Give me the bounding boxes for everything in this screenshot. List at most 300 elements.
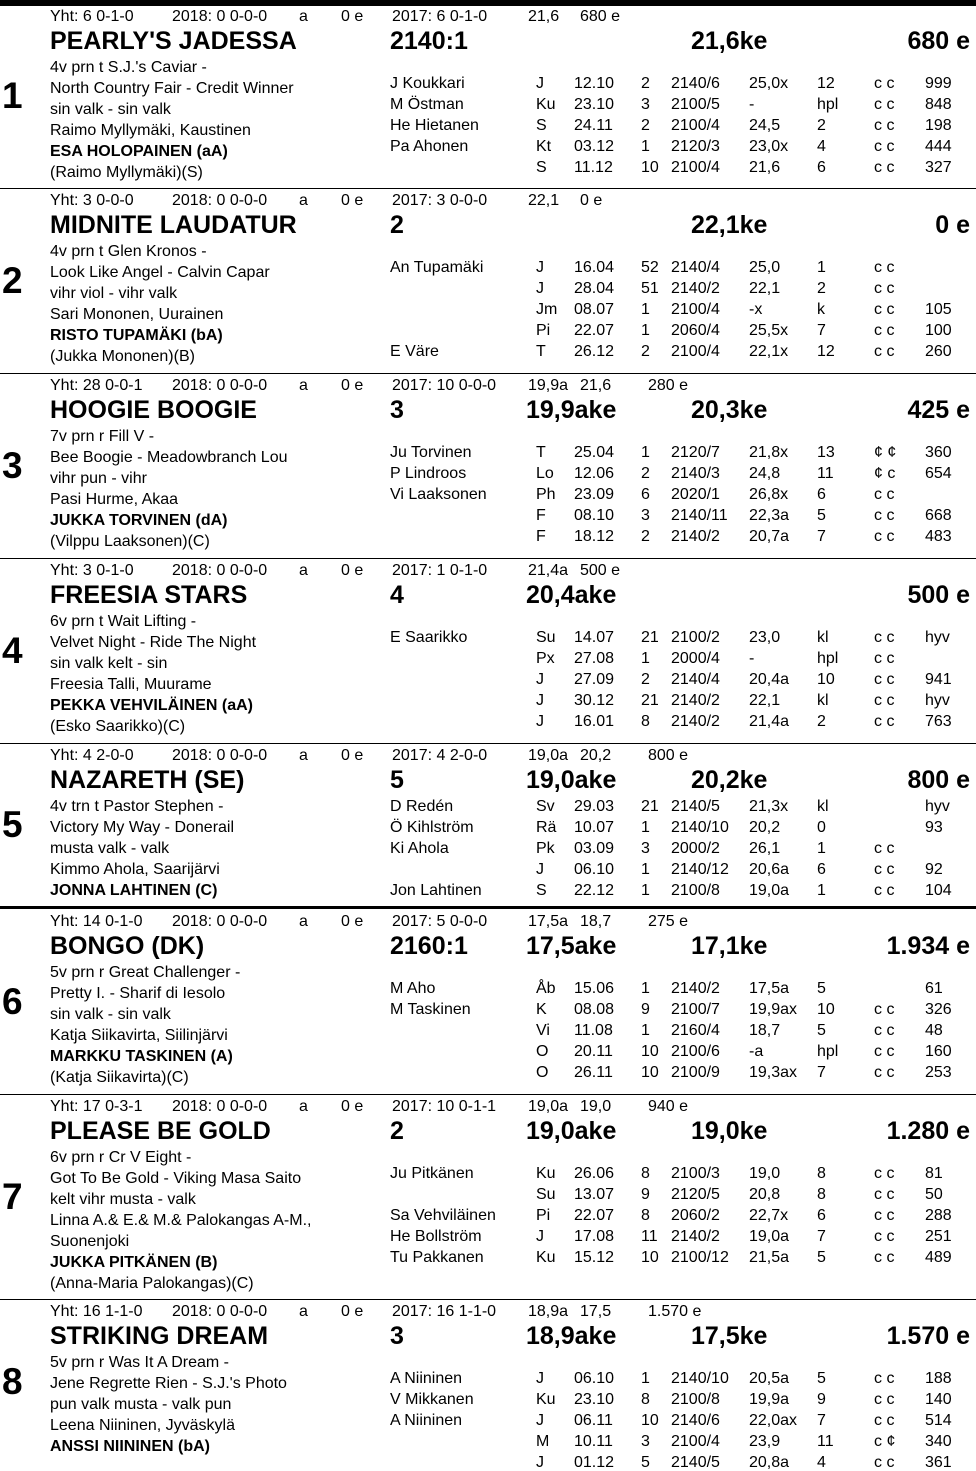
run-result: 10 <box>817 1001 835 1018</box>
run-driver: E Saarikko <box>390 629 468 646</box>
run-time: 22,1 <box>749 280 781 297</box>
run-prize: 253 <box>925 1064 952 1081</box>
run-driver: M Taskinen <box>390 1001 471 1018</box>
run-time: 24,5 <box>749 117 781 134</box>
horse-name: FREESIA STARS <box>50 581 248 609</box>
run-prize: 326 <box>925 1001 952 1018</box>
career-stats: Yht: 3 0-1-0 <box>50 562 134 579</box>
run-distance: 2100/5 <box>671 96 720 113</box>
run-driver: Tu Pakkanen <box>390 1249 484 1266</box>
driver-name: ANSSI NIININEN (bA) <box>50 1438 210 1455</box>
run-distance: 2140/2 <box>671 692 720 709</box>
horse-info-line: 6v prn r Cr V Eight - <box>50 1149 192 1166</box>
run-result: 7 <box>817 1228 826 1245</box>
record-2017-b: 500 e <box>580 562 621 579</box>
run-shoes: c c <box>874 75 895 92</box>
stats-2017: 2017: 1 0-1-0 <box>392 562 488 579</box>
stats-2018: 2018: 0 0-0-0 <box>172 377 268 394</box>
run-date: 18.12 <box>574 528 615 545</box>
run-placing: 21 <box>641 629 659 646</box>
stats-2018: 2018: 0 0-0-0 <box>172 747 268 764</box>
run-distance: 2100/7 <box>671 1001 720 1018</box>
run-track: Ku <box>536 1391 556 1408</box>
run-result: 5 <box>817 980 826 997</box>
run-time: 21,5a <box>749 1249 790 1266</box>
run-shoes: c c <box>874 301 895 318</box>
record-2017-b: 17,5 <box>580 1303 612 1320</box>
run-result: 6 <box>817 486 826 503</box>
program-number: 1 <box>2 75 23 116</box>
run-time: - <box>749 650 755 667</box>
run-placing: 21 <box>641 798 659 815</box>
run-distance: 2140/11 <box>671 507 728 524</box>
run-distance: 2140/4 <box>671 671 720 688</box>
run-track: J <box>536 692 544 709</box>
run-distance: 2120/5 <box>671 1186 720 1203</box>
run-distance: 2140/10 <box>671 819 729 836</box>
horse-name: MIDNITE LAUDATUR <box>50 211 297 239</box>
record-2017-b: 20,2 <box>580 747 612 764</box>
run-date: 14.07 <box>574 629 615 646</box>
handicap-or-start-number: 2140:1 <box>390 27 468 55</box>
run-placing: 1 <box>641 301 650 318</box>
volt-start-record: 19,0ke <box>691 1117 768 1145</box>
run-time: 22,1 <box>749 692 781 709</box>
record-2017-a: 19,0a <box>528 1098 569 1115</box>
run-time: 20,7a <box>749 528 790 545</box>
horse-info-line: 4v trn t Pastor Stephen - <box>50 798 224 815</box>
run-result: 7 <box>817 1064 826 1081</box>
run-date: 24.11 <box>574 117 613 134</box>
run-distance: 2100/4 <box>671 301 720 318</box>
run-time: 25,0x <box>749 75 789 92</box>
run-prize: 105 <box>925 301 952 318</box>
driver-name: JUKKA PITKÄNEN (B) <box>50 1254 218 1271</box>
run-shoes: c c <box>874 1001 895 1018</box>
run-driver: Pa Ahonen <box>390 138 469 155</box>
run-driver: He Bollström <box>390 1228 482 1245</box>
run-prize: 361 <box>925 1454 952 1471</box>
run-date: 30.12 <box>574 692 615 709</box>
run-result: 13 <box>817 444 835 461</box>
run-shoes: c c <box>874 650 895 667</box>
driver-name: JONNA LAHTINEN (C) <box>50 882 218 899</box>
run-result: hpl <box>817 650 839 667</box>
handicap-or-start-number: 3 <box>390 396 404 424</box>
run-placing: 1 <box>641 1370 650 1387</box>
run-driver: Ju Pitkänen <box>390 1165 474 1182</box>
entry-divider <box>0 1299 976 1300</box>
program-number: 7 <box>2 1175 23 1217</box>
total-earnings: 500 e <box>907 581 970 609</box>
run-driver: Ki Ahola <box>390 840 449 857</box>
run-date: 26.06 <box>574 1165 615 1182</box>
auto-start-record: 19,0ake <box>526 766 617 794</box>
run-time: 21,8x <box>749 444 789 461</box>
stats-2017: 2017: 3 0-0-0 <box>392 192 488 209</box>
run-date: 12.06 <box>574 465 615 482</box>
horse-info-line: Raimo Myllymäki, Kaustinen <box>50 122 251 139</box>
run-distance: 2120/3 <box>671 138 720 155</box>
run-result: 12 <box>817 343 835 360</box>
run-result: 1 <box>817 840 826 857</box>
volt-start-record: 20,3ke <box>691 396 768 424</box>
stats-2018: 2018: 0 0-0-0 <box>172 1303 268 1320</box>
run-time: 22,3a <box>749 507 790 524</box>
run-shoes: c c <box>874 96 895 113</box>
career-stats: Yht: 16 1-1-0 <box>50 1303 143 1320</box>
total-earnings: 800 e <box>907 766 970 794</box>
run-distance: 2140/6 <box>671 1412 720 1429</box>
run-track: J <box>536 861 544 878</box>
run-date: 26.12 <box>574 343 615 360</box>
run-placing: 3 <box>641 840 650 857</box>
run-date: 12.10 <box>574 75 615 92</box>
run-prize: 763 <box>925 713 952 730</box>
run-shoes: c c <box>874 692 895 709</box>
run-prize: hyv <box>925 692 950 709</box>
run-distance: 2120/7 <box>671 444 720 461</box>
auto-start-record: 17,5ake <box>526 932 617 960</box>
auto-start-record: 19,0ake <box>526 1117 617 1145</box>
horse-info-line: 7v prn r Fill V - <box>50 428 155 445</box>
career-stats: Yht: 28 0-0-1 <box>50 377 143 394</box>
horse-info-line: (Vilppu Laaksonen)(C) <box>50 533 210 550</box>
run-placing: 10 <box>641 1412 659 1429</box>
run-result: 6 <box>817 861 826 878</box>
stats-2017: 2017: 5 0-0-0 <box>392 913 488 930</box>
run-time: 23,0x <box>749 138 789 155</box>
run-date: 25.04 <box>574 444 615 461</box>
run-shoes: c c <box>874 343 895 360</box>
horse-name: NAZARETH (SE) <box>50 766 245 794</box>
run-distance: 2140/10 <box>671 1370 729 1387</box>
run-track: Pi <box>536 322 551 339</box>
run-date: 15.12 <box>574 1249 615 1266</box>
run-date: 23.09 <box>574 486 615 503</box>
run-track: T <box>536 444 546 461</box>
run-placing: 10 <box>641 1249 659 1266</box>
run-shoes: c c <box>874 882 895 899</box>
run-placing: 51 <box>641 280 659 297</box>
run-track: J <box>536 1228 544 1245</box>
run-driver: E Väre <box>390 343 439 360</box>
horse-info-line: Pretty I. - Sharif di Iesolo <box>50 985 226 1002</box>
run-track: J <box>536 1412 544 1429</box>
run-distance: 2100/8 <box>671 882 720 899</box>
run-shoes: c c <box>874 1043 895 1060</box>
run-date: 29.03 <box>574 798 615 815</box>
run-placing: 10 <box>641 1064 659 1081</box>
run-track: F <box>536 507 546 524</box>
run-shoes: c c <box>874 280 895 297</box>
record-2017-a: 19,0a <box>528 747 569 764</box>
run-result: 5 <box>817 1370 826 1387</box>
horse-info-line: 6v prn t Wait Lifting - <box>50 613 197 630</box>
total-earnings: 1.280 e <box>886 1117 970 1145</box>
run-driver: Jon Lahtinen <box>390 882 482 899</box>
auto-start-record: 19,9ake <box>526 396 617 424</box>
run-distance: 2100/4 <box>671 1433 720 1450</box>
run-result: 2 <box>817 713 826 730</box>
handicap-or-start-number: 5 <box>390 766 404 794</box>
run-driver: V Mikkanen <box>390 1391 474 1408</box>
run-track: Åb <box>536 980 556 997</box>
stats-2017: 2017: 4 2-0-0 <box>392 747 488 764</box>
run-time: 22,1x <box>749 343 789 360</box>
stats-2018-auto: a <box>299 192 308 209</box>
run-date: 08.10 <box>574 507 615 524</box>
run-shoes: c c <box>874 671 895 688</box>
run-prize: 340 <box>925 1433 952 1450</box>
run-result: kl <box>817 798 829 815</box>
run-shoes: c c <box>874 840 895 857</box>
run-placing: 1 <box>641 882 650 899</box>
run-shoes: c c <box>874 322 895 339</box>
total-earnings: 425 e <box>907 396 970 424</box>
program-number: 5 <box>2 803 23 845</box>
record-2017-a: 18,9a <box>528 1303 569 1320</box>
run-shoes: c c <box>874 138 895 155</box>
run-shoes: c c <box>874 1370 895 1387</box>
stats-2018-auto: a <box>299 1303 308 1320</box>
run-distance: 2000/2 <box>671 840 720 857</box>
handicap-or-start-number: 2160:1 <box>390 932 468 960</box>
run-placing: 8 <box>641 1391 650 1408</box>
run-result: 7 <box>817 528 826 545</box>
run-track: K <box>536 1001 547 1018</box>
horse-info-line: Suonenjoki <box>50 1233 130 1250</box>
run-placing: 11 <box>641 1228 658 1245</box>
run-track: J <box>536 1454 544 1471</box>
run-time: 19,0a <box>749 1228 790 1245</box>
stats-2018: 2018: 0 0-0-0 <box>172 192 268 209</box>
run-time: 17,5a <box>749 980 790 997</box>
run-placing: 9 <box>641 1001 650 1018</box>
run-result: 9 <box>817 1391 826 1408</box>
run-prize: 188 <box>925 1370 952 1387</box>
driver-name: ESA HOLOPAINEN (aA) <box>50 143 228 160</box>
run-shoes: c c <box>874 1022 895 1039</box>
run-distance: 2140/5 <box>671 1454 720 1471</box>
program-number: 3 <box>2 444 23 486</box>
stats-2018-auto: a <box>299 377 308 394</box>
run-time: 22,7x <box>749 1207 789 1224</box>
record-2017-c: 280 e <box>648 377 689 394</box>
run-placing: 9 <box>641 1186 650 1203</box>
run-placing: 2 <box>641 343 650 360</box>
stats-2018: 2018: 0 0-0-0 <box>172 1098 268 1115</box>
stats-2018: 2018: 0 0-0-0 <box>172 913 268 930</box>
horse-info-line: 4v prn t Glen Kronos - <box>50 243 207 260</box>
run-result: 2 <box>817 117 826 134</box>
run-result: hpl <box>817 1043 839 1060</box>
run-prize: 251 <box>925 1228 952 1245</box>
run-shoes: c c <box>874 713 895 730</box>
run-distance: 2140/2 <box>671 280 720 297</box>
earnings-2018: 0 e <box>341 913 364 930</box>
run-prize: 483 <box>925 528 952 545</box>
run-distance: 2140/12 <box>671 861 729 878</box>
run-distance: 2100/4 <box>671 159 720 176</box>
run-placing: 52 <box>641 259 659 276</box>
run-prize: 92 <box>925 861 943 878</box>
horse-info-line: (Esko Saarikko)(C) <box>50 718 186 735</box>
run-prize: 999 <box>925 75 952 92</box>
horse-info-line: Pasi Hurme, Akaa <box>50 491 179 508</box>
earnings-2018: 0 e <box>341 1098 364 1115</box>
run-placing: 2 <box>641 117 650 134</box>
horse-info-line: Velvet Night - Ride The Night <box>50 634 257 651</box>
run-time: 19,3ax <box>749 1064 798 1081</box>
run-distance: 2100/4 <box>671 343 720 360</box>
run-shoes: c c <box>874 259 895 276</box>
run-placing: 1 <box>641 1022 650 1039</box>
total-earnings: 1.934 e <box>886 932 970 960</box>
run-track: S <box>536 882 547 899</box>
run-prize: hyv <box>925 629 950 646</box>
stats-2017: 2017: 16 1-1-0 <box>392 1303 497 1320</box>
program-number: 2 <box>2 259 23 301</box>
horse-info-line: Freesia Talli, Muurame <box>50 676 212 693</box>
run-driver: J Koukkari <box>390 75 465 92</box>
run-date: 03.09 <box>574 840 615 857</box>
entry-divider <box>0 743 976 744</box>
program-number: 4 <box>2 629 23 671</box>
run-driver: Ju Torvinen <box>390 444 472 461</box>
run-result: 5 <box>817 1022 826 1039</box>
horse-info-line: (Anna-Maria Palokangas)(C) <box>50 1275 254 1292</box>
run-shoes: c c <box>874 629 895 646</box>
horse-info-line: Got To Be Gold - Viking Masa Saito <box>50 1170 302 1187</box>
entry-divider <box>0 906 976 909</box>
run-shoes: c c <box>874 1391 895 1408</box>
run-time: 18,7 <box>749 1022 781 1039</box>
horse-info-line: 4v prn t S.J.'s Caviar - <box>50 59 207 76</box>
run-placing: 2 <box>641 528 650 545</box>
record-2017-c: 1.570 e <box>648 1303 702 1320</box>
earnings-2018: 0 e <box>341 747 364 764</box>
run-placing: 8 <box>641 1165 650 1182</box>
run-time: 20,8a <box>749 1454 790 1471</box>
run-placing: 1 <box>641 138 650 155</box>
run-distance: 2100/8 <box>671 1391 720 1408</box>
run-distance: 2140/2 <box>671 528 720 545</box>
run-result: 1 <box>817 259 826 276</box>
stats-2018-auto: a <box>299 1098 308 1115</box>
run-shoes: c c <box>874 528 895 545</box>
career-stats: Yht: 17 0-3-1 <box>50 1098 143 1115</box>
run-time: - <box>749 96 755 113</box>
run-driver: He Hietanen <box>390 117 479 134</box>
run-track: Ku <box>536 1249 556 1266</box>
run-date: 27.09 <box>574 671 615 688</box>
run-track: Vi <box>536 1022 550 1039</box>
run-result: 0 <box>817 819 826 836</box>
run-time: 23,9 <box>749 1433 781 1450</box>
run-driver: A Niininen <box>390 1412 463 1429</box>
earnings-2018: 0 e <box>341 1303 364 1320</box>
stats-2018-auto: a <box>299 8 308 25</box>
run-distance: 2140/3 <box>671 465 720 482</box>
run-track: Ph <box>536 486 556 503</box>
run-date: 23.10 <box>574 1391 615 1408</box>
run-date: 06.10 <box>574 1370 615 1387</box>
run-prize: 104 <box>925 882 952 899</box>
run-prize: 514 <box>925 1412 952 1429</box>
run-prize: 848 <box>925 96 952 113</box>
stats-2017: 2017: 10 0-0-0 <box>392 377 497 394</box>
run-track: Pi <box>536 1207 551 1224</box>
horse-info-line: Leena Niininen, Jyväskylä <box>50 1417 235 1434</box>
run-distance: 2160/4 <box>671 1022 720 1039</box>
run-distance: 2100/4 <box>671 117 720 134</box>
horse-info-line: (Jukka Mononen)(B) <box>50 348 195 365</box>
run-result: 6 <box>817 159 826 176</box>
career-stats: Yht: 14 0-1-0 <box>50 913 143 930</box>
run-distance: 2060/2 <box>671 1207 720 1224</box>
entry-divider <box>0 1094 976 1095</box>
run-time: 23,0 <box>749 629 781 646</box>
horse-info-line: Sari Mononen, Uurainen <box>50 306 224 323</box>
run-date: 03.12 <box>574 138 615 155</box>
run-result: 4 <box>817 138 826 155</box>
record-2017-c: 940 e <box>648 1098 689 1115</box>
run-date: 22.12 <box>574 882 615 899</box>
handicap-or-start-number: 3 <box>390 1322 404 1350</box>
run-result: kl <box>817 629 829 646</box>
horse-info-line: Bee Boogie - Meadowbranch Lou <box>50 449 288 466</box>
run-result: 7 <box>817 322 826 339</box>
run-shoes: c c <box>874 1186 895 1203</box>
horse-name: STRIKING DREAM <box>50 1322 269 1350</box>
run-placing: 8 <box>641 1207 650 1224</box>
run-track: T <box>536 343 546 360</box>
run-track: J <box>536 671 544 688</box>
run-time: 26,1 <box>749 840 781 857</box>
run-placing: 3 <box>641 1433 650 1450</box>
horse-info-line: (Katja Siikavirta)(C) <box>50 1069 189 1086</box>
volt-start-record: 22,1ke <box>691 211 768 239</box>
earnings-2018: 0 e <box>341 192 364 209</box>
run-time: 20,4a <box>749 671 790 688</box>
horse-info-line: Linna A.& E.& M.& Palokangas A-M., <box>50 1212 312 1229</box>
run-driver: Vi Laaksonen <box>390 486 487 503</box>
run-result: kl <box>817 692 829 709</box>
run-track: M <box>536 1433 550 1450</box>
run-placing: 1 <box>641 444 650 461</box>
run-result: 5 <box>817 1249 826 1266</box>
run-shoes: ¢ c <box>874 465 896 482</box>
run-placing: 5 <box>641 1454 650 1471</box>
run-distance: 2100/3 <box>671 1165 720 1182</box>
run-track: J <box>536 1370 544 1387</box>
handicap-or-start-number: 2 <box>390 1117 404 1145</box>
earnings-2018: 0 e <box>341 8 364 25</box>
run-prize: hyv <box>925 798 950 815</box>
run-time: 20,5a <box>749 1370 790 1387</box>
run-date: 11.12 <box>574 159 613 176</box>
run-date: 27.08 <box>574 650 615 667</box>
run-track: O <box>536 1043 549 1060</box>
run-track: J <box>536 75 544 92</box>
stats-2018: 2018: 0 0-0-0 <box>172 8 268 25</box>
horse-info-line: sin valk - sin valk <box>50 101 171 118</box>
run-time: 25,0 <box>749 259 781 276</box>
run-prize: 48 <box>925 1022 943 1039</box>
stats-2018-auto: a <box>299 913 308 930</box>
horse-info-line: Victory My Way - Donerail <box>50 819 235 836</box>
